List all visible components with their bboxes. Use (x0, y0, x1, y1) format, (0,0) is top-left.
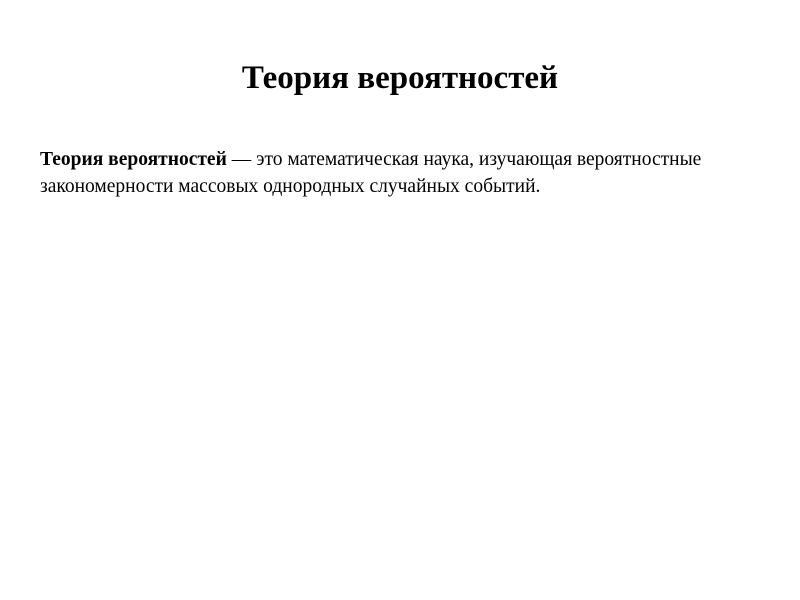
definition-paragraph (40, 146, 760, 200)
slide-title: Теория вероятностей (241, 60, 559, 96)
definition-text: — это математическая наука, изучающая вероятностные закономерности массовых однородных случайных событий. (40, 149, 702, 197)
definition-term: Теория вероятностей (40, 149, 227, 170)
